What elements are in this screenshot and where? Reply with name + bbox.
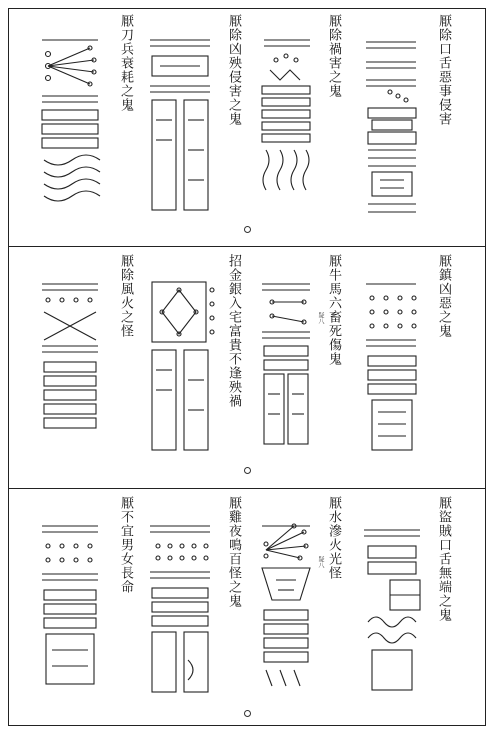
talisman-caption: 招金銀入宅富貴不逢殃禍	[226, 254, 241, 408]
talisman-glyph	[152, 282, 214, 450]
talisman-caption: 厭不宜男女長命	[118, 496, 133, 594]
talisman-caption: 厭牛馬六畜死傷鬼	[326, 254, 341, 366]
talisman-glyph	[364, 530, 420, 690]
talisman-glyph	[366, 284, 416, 450]
talisman-caption: 厭雞夜鳴百怪之鬼	[226, 496, 241, 608]
talisman-glyph	[262, 284, 310, 444]
talisman-glyph	[262, 524, 310, 686]
talisman-caption: 厭鎮凶惡之鬼	[436, 254, 451, 338]
talisman-caption: 厭除風火之怪	[118, 254, 133, 338]
talisman-glyph	[42, 40, 100, 201]
margin-note: 疑八	[317, 312, 324, 324]
talisman-glyph	[150, 526, 210, 692]
margin-note: 疑八	[317, 556, 324, 568]
talisman-caption: 厭刀兵衰耗之鬼	[118, 14, 133, 112]
talisman-caption: 厭除口舌惡事侵害	[436, 14, 451, 126]
talisman-caption: 厭除凶殃侵害之鬼	[226, 14, 241, 126]
talisman-glyph	[42, 284, 98, 428]
talisman-glyph	[366, 42, 416, 212]
talisman-caption: 厭除禍害之鬼	[326, 14, 341, 98]
talisman-glyph	[262, 40, 310, 190]
talisman-glyph	[42, 526, 98, 684]
talisman-caption: 厭盜賊口舌無端之鬼	[436, 496, 451, 622]
talisman-caption: 厭水滲火光怪	[326, 496, 341, 580]
talisman-glyph	[150, 40, 210, 210]
